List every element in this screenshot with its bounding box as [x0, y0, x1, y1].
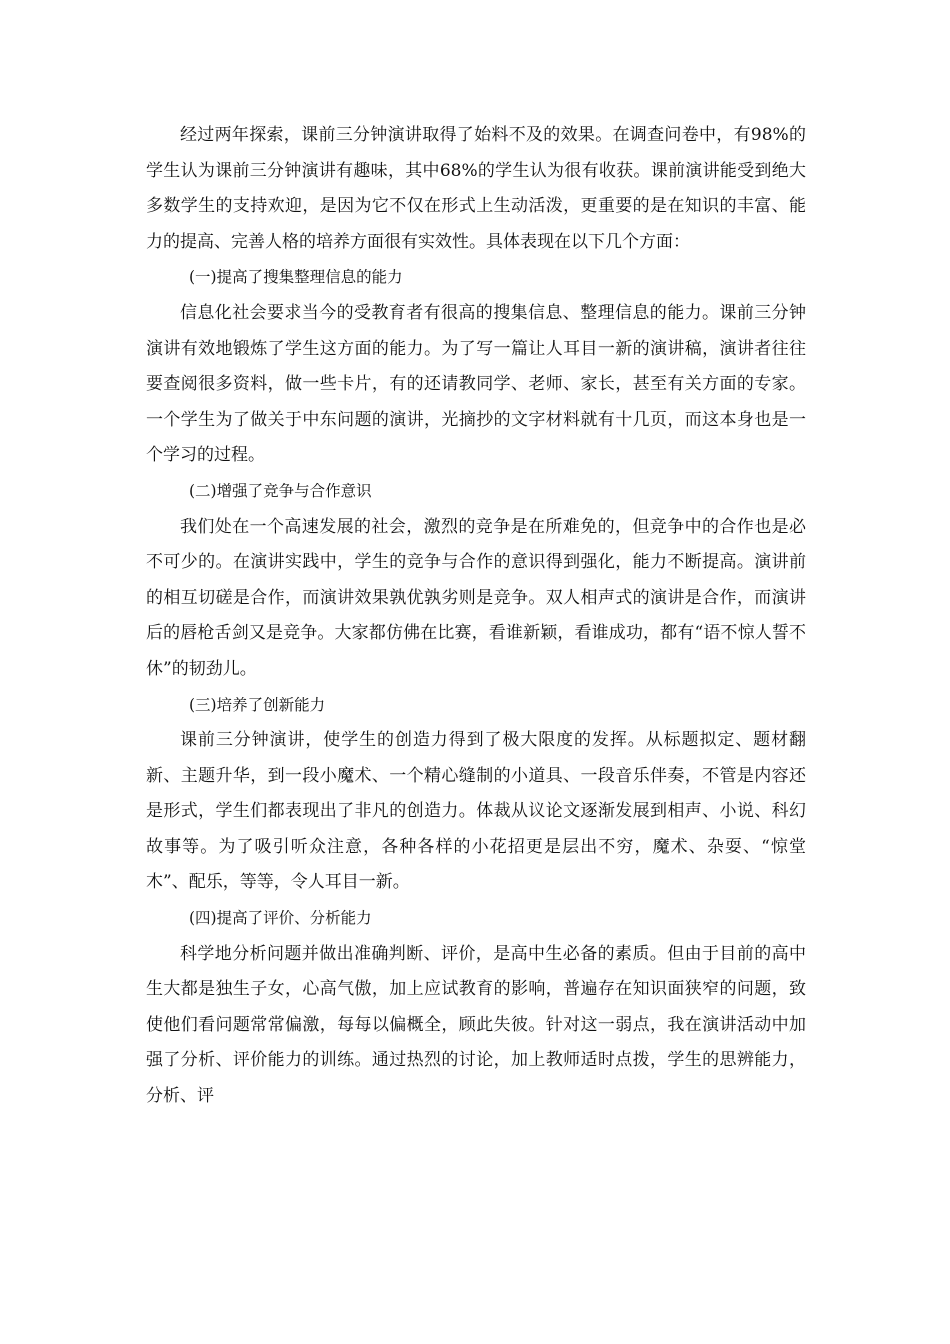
paragraph-analysis: 科学地分析问题并做出准确判断、评价，是高中生必备的素质。但由于目前的高中生大都是独生子女，心高气傲，加上应试教育的影响，普遍存在知识面狭窄的问题，致使他们看问题常常偏激，每每以偏概全，顾此失彼。针对这一弱点，我在演讲活动中加强了分析、评价能力的训练。通过热烈的讨论，加上教师适时点拨，学生的思辨能力，分析、评 [146, 943, 806, 1107]
section-heading-3: (三)培养了创新能力 [189, 695, 326, 714]
paragraph-competition: 我们处在一个高速发展的社会，激烈的竞争是在所难免的，但竞争中的合作也是必不可少的。在演讲实践中，学生的竞争与合作的意识得到强化，能力不断提高。演讲前的相互切磋是合作，而演讲效果孰优孰劣则是竞争。双人相声式的演讲是合作，而演讲后的唇枪舌剑又是竞争。大家都仿佛在比赛，看谁新颖，看谁成功，都有“语不惊人誓不休”的韧劲儿。 [146, 516, 806, 679]
section-heading-2: (二)增强了竞争与合作意识 [189, 481, 372, 500]
paragraph-innovation: 课前三分钟演讲，使学生的创造力得到了极大限度的发挥。从标题拟定、题材翻新、主题升华，到一段小魔术、一个精心缝制的小道具、一段音乐伴奏，不管是内容还是形式，学生们都表现出了非凡的创造力。体裁从议论文逐渐发展到相声、小说、科幻故事等。为了吸引听众注意，各种各样的小花招更是层出不穷，魔术、杂耍、“惊堂木”、配乐，等等，令人耳目一新。 [146, 730, 806, 893]
section-heading-4: (四)提高了评价、分析能力 [189, 909, 372, 928]
document-body [146, 118, 806, 1115]
paragraph-intro: 经过两年探索，课前三分钟演讲取得了始料不及的效果。在调查问卷中，有98%的学生认为课前三分钟演讲有趣味，其中68%的学生认为很有收获。课前演讲能受到绝大多数学生的支持欢迎，是因为它不仅在形式上生动活泼，更重要的是在知识的丰富、能力的提高、完善人格的培养方面很有实效性。具体表现在以下几个方面： [146, 125, 806, 252]
section-heading-1: (一)提高了搜集整理信息的能力 [189, 268, 403, 287]
paragraph-info-ability: 信息化社会要求当今的受教育者有很高的搜集信息、整理信息的能力。课前三分钟演讲有效地锻炼了学生这方面的能力。为了写一篇让人耳目一新的演讲稿，演讲者往往要查阅很多资料，做一些卡片，有的还请教同学、老师、家长，甚至有关方面的专家。一个学生为了做关于中东问题的演讲，光摘抄的文字材料就有十几页，而这本身也是一个学习的过程。 [146, 302, 806, 466]
